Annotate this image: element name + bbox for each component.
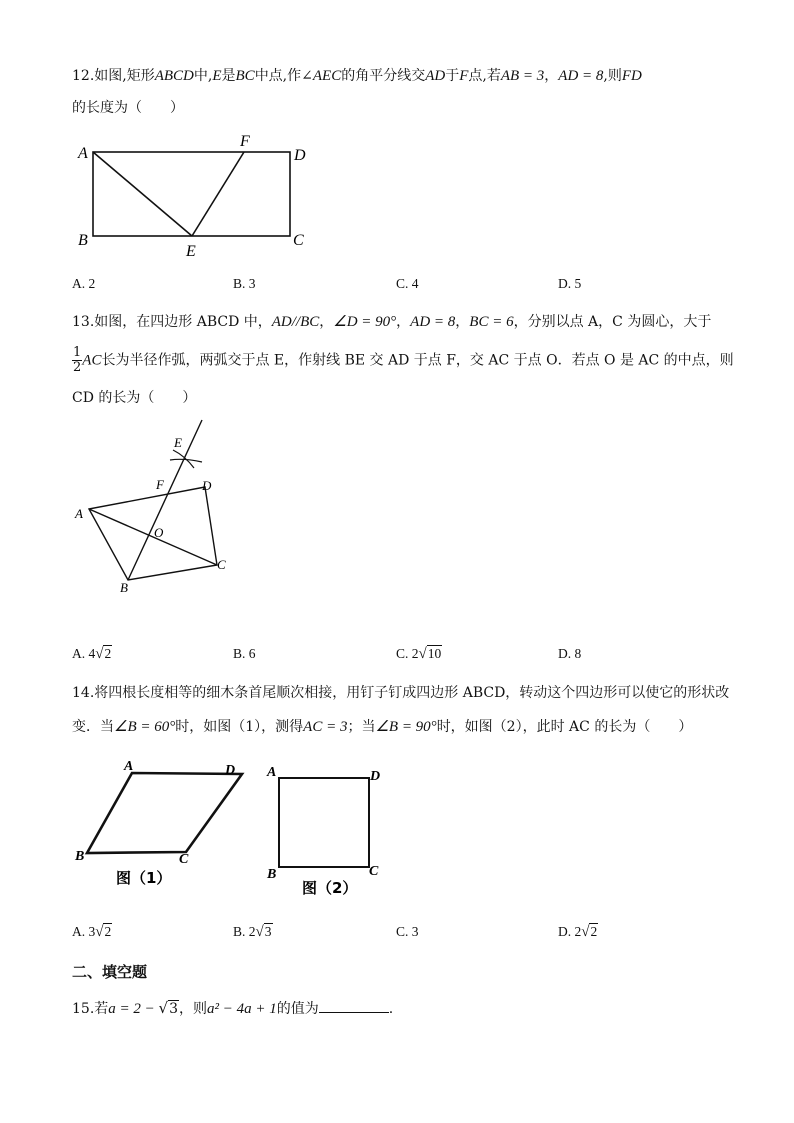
q12-option-c: C. 4	[396, 276, 419, 291]
q14-option-a: A. 3√2	[72, 924, 112, 940]
q14-option-d: D. 2√2	[558, 924, 598, 940]
q14-f1-label-d: D	[225, 763, 236, 778]
q14-option-c: C. 3	[396, 924, 419, 939]
q13-option-b: B. 6	[233, 646, 256, 661]
q13-option-d: D. 8	[558, 646, 582, 661]
q15-line: 15.若a = 2 − √3，则a² − 4a + 1的值为 .	[72, 999, 394, 1017]
q14-f2-label-c: C	[369, 864, 379, 879]
q13-label-d: D	[202, 478, 212, 493]
q12-option-d: D. 5	[558, 276, 582, 291]
q14-f2-caption: 图（2）	[302, 879, 358, 897]
q14-f1-label-b: B	[75, 849, 85, 864]
q15-answer-blank[interactable]	[319, 998, 389, 1013]
q13-figure	[72, 420, 252, 600]
q12-label-b: B	[78, 232, 88, 249]
q12-line-2: 的长度为（ ）	[72, 100, 184, 116]
q13-label-f: F	[156, 477, 164, 492]
section-title: 二、填空题	[72, 963, 148, 981]
q12-label-e: E	[186, 243, 196, 260]
q13-label-e: E	[174, 435, 182, 450]
q12-option-b: B. 3	[233, 276, 256, 291]
q14-line-1: 14.将四根长度相等的细木条首尾顺次相接，用钉子钉成四边形 ABCD，转动这个四边形可以使它的形状改	[72, 685, 730, 701]
q14-f2-label-a: A	[267, 765, 277, 780]
q12-line-1: 12.如图,矩形ABCD中,E是BC中点,作∠AEC的角平分线交AD于F点,若AB = 3，AD = 8,则FD	[72, 68, 642, 84]
q13-line-3: CD 的长为（ ）	[72, 390, 197, 406]
q13-label-a: A	[75, 506, 83, 521]
q13-line-2: $\frac{1}{2}$ AC长为半径作弧，两弧交于点 E，作射线 BE 交 AD 于点 F，交 AC 于点 O．若点 O 是 AC 的中点，则	[73, 345, 734, 375]
q14-figure-1	[72, 752, 272, 912]
q13-label-c: C	[217, 557, 226, 572]
q14-f2-label-b: B	[267, 867, 277, 882]
q13-label-b: B	[120, 580, 128, 595]
q12-label-d: D	[294, 147, 306, 164]
q13-option-c: C. 2√10	[396, 646, 442, 662]
q14-line-2: 变．当∠B = 60°时，如图（1），测得AC = 3；当∠B = 90°时，如图（2），此时 AC 的长为（ ）	[72, 719, 693, 735]
q12-label-c: C	[293, 232, 304, 249]
q14-f1-label-c: C	[179, 852, 189, 867]
q13-fraction: $\frac{1}{2}$	[73, 345, 82, 375]
q14-f1-label-a: A	[124, 759, 134, 774]
q13-line-1: 13.如图，在四边形 ABCD 中，AD//BC，∠D = 90°，AD = 8，BC = 6，分别以点 A，C 为圆心，大于	[72, 314, 712, 330]
q14-f1-caption: 图（1）	[116, 869, 172, 887]
q14-figure-2	[262, 752, 402, 912]
q13-label-o: O	[154, 525, 164, 540]
q14-f2-label-d: D	[370, 769, 381, 784]
q12-figure	[72, 130, 322, 260]
q12-label-a: A	[78, 145, 88, 162]
q12-label-f: F	[240, 133, 250, 150]
q14-option-b: B. 2√3	[233, 924, 272, 940]
q13-option-a: A. 4√2	[72, 646, 112, 662]
q12-option-a: A. 2	[72, 276, 96, 291]
